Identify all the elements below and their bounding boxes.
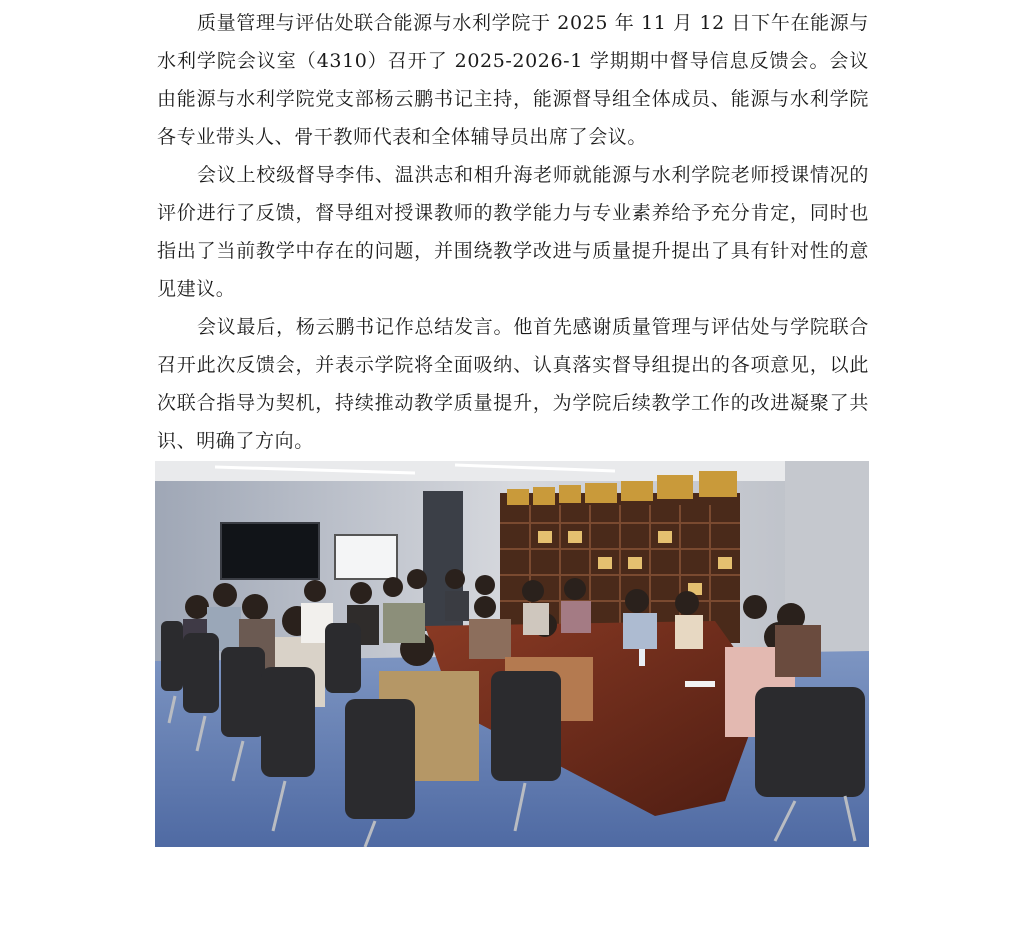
paragraph-2: 会议上校级督导李伟、温洪志和相升海老师就能源与水利学院老师授课情况的评价进行了反馈，督导组对授课教师的教学能力与专业素养给予充分肯定，同时也指出了当前教学中存在的问题，并围绕教学改进与质量提升提出了具有针对性的意见建议。: [157, 164, 869, 300]
article-body: [157, 4, 869, 460]
meeting-room-illustration: [155, 461, 869, 847]
paragraph-1: 质量管理与评估处联合能源与水利学院于 2025 年 11 月 12 日下午在能源与水利学院会议室（4310）召开了 2025-2026-1 学期期中督导信息反馈会。会议由能源与水利学院党支部杨云鹏书记主持，能源督导组全体成员、能源与水利学院各专业带头人、骨干教师代表和全体辅导员出席了会议。: [157, 12, 869, 148]
paragraph-3: 会议最后，杨云鹏书记作总结发言。他首先感谢质量管理与评估处与学院联合召开此次反馈会，并表示学院将全面吸纳、认真落实督导组提出的各项意见，以此次联合指导为契机，持续推动教学质量提升，为学院后续教学工作的改进凝聚了共识、明确了方向。: [157, 316, 869, 452]
tv-screen: [221, 523, 319, 579]
whiteboard: [335, 535, 397, 579]
meeting-photo: [155, 461, 869, 847]
